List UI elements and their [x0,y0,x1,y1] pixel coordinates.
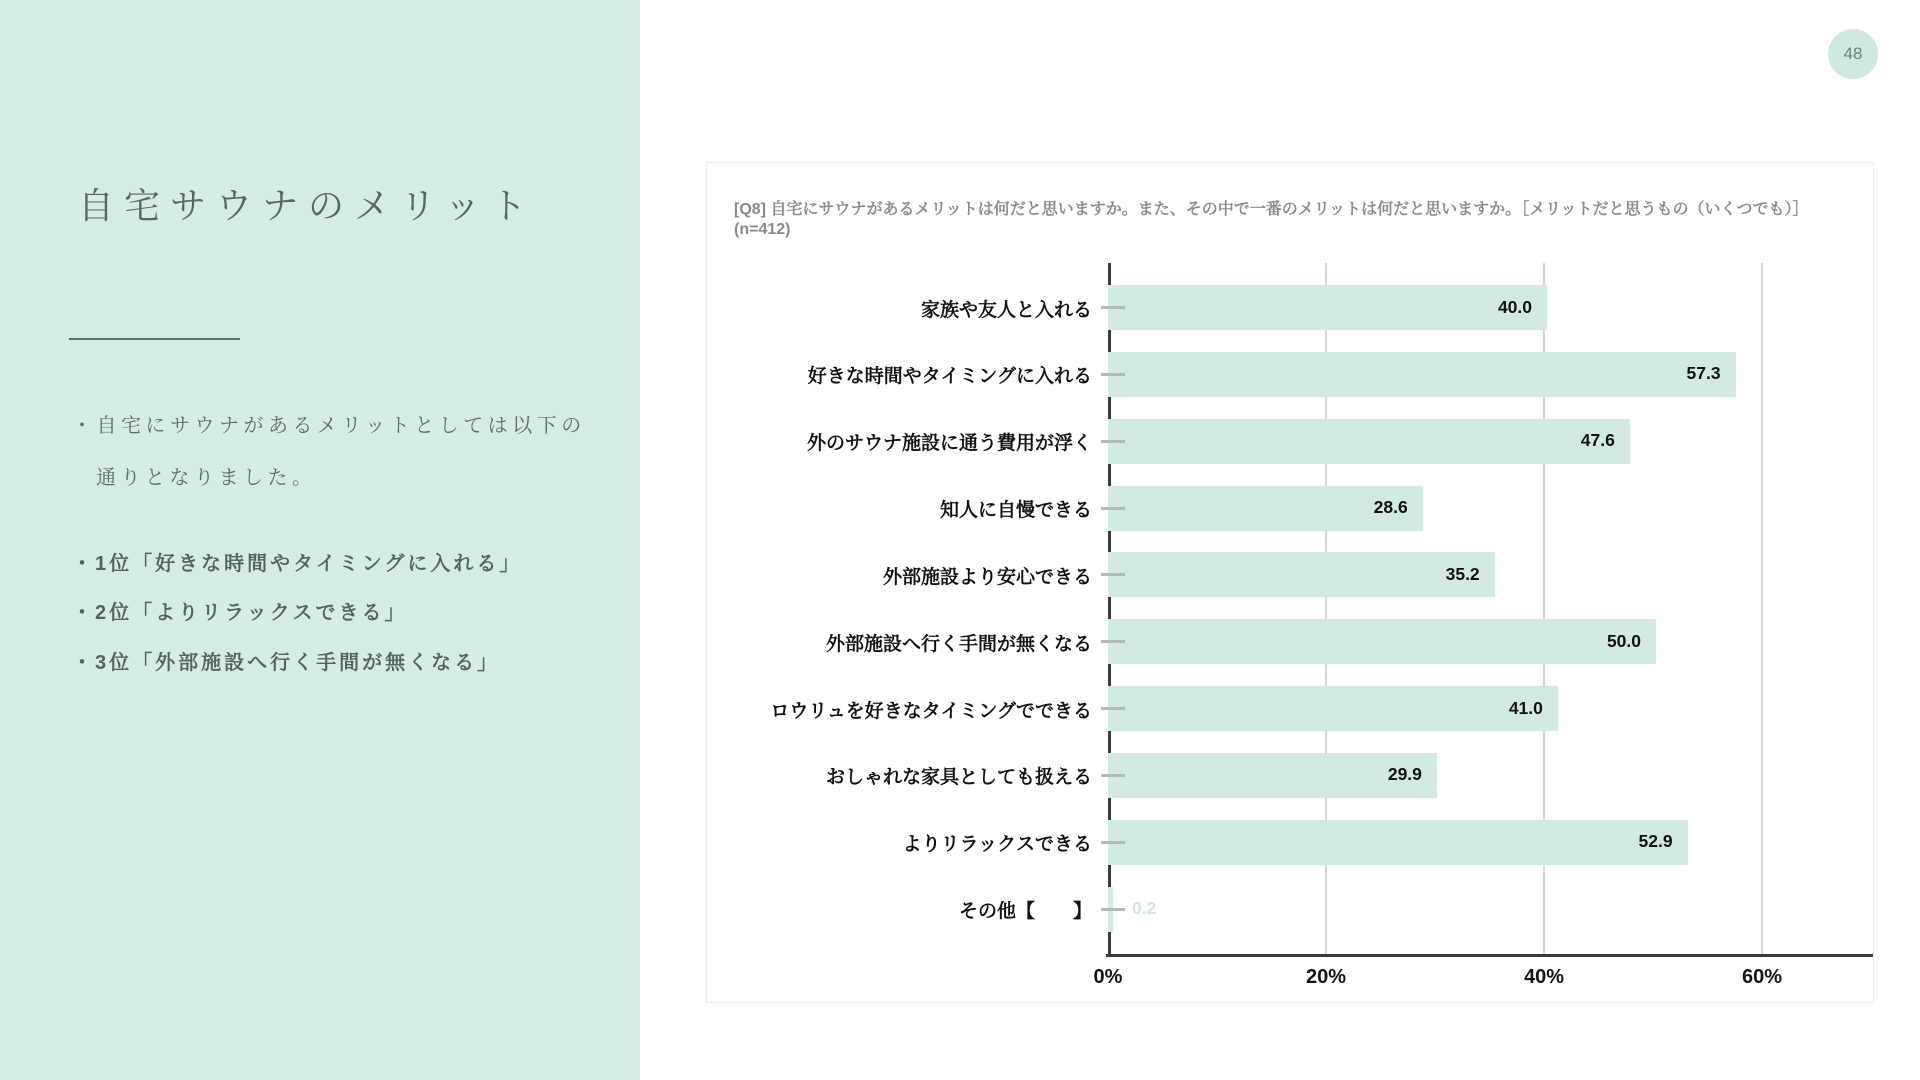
bar-value-label: 35.2 [1445,563,1480,584]
x-tick-label-40%: 40% [1523,966,1565,988]
page-number-badge [1828,29,1878,79]
title-divider [69,338,240,340]
bar-chart-plot [707,163,1873,1002]
gridline-60% [1761,263,1763,954]
bar-category-label: 外部施設へ行く手間が無くなる [825,633,1092,655]
bar-category-label: よりリラックスできる [902,834,1092,856]
bar-value-label: 50.0 [1606,630,1641,651]
bar-value-label: 28.6 [1373,497,1408,518]
bar-value-label: 57.3 [1686,363,1721,384]
bar-category-label: 外部施設より安心できる [882,566,1092,588]
rank-item-2: ・2位「よりリラックスできる」 [72,602,408,624]
chart-card [706,162,1874,1003]
chart-question-line1: [Q8] 自宅にサウナがあるメリットは何だと思いますか。また、その中で一番のメリットは何だと思いますか。［メリットだと思うもの（いくつでも）］ [734,201,1809,218]
bar-category-label: ロウリュを好きなタイミングでできる [770,700,1092,722]
bar-category-label: 家族や友人と入れる [920,299,1092,321]
bar-category-label: 知人に自慢できる [939,500,1092,522]
x-tick-label-60%: 60% [1741,966,1783,988]
page-number: 48 [1843,44,1863,63]
bar-value-label: 0.2 [1132,898,1157,919]
x-tick-label-20%: 20% [1305,966,1347,988]
bar-value-label: 40.0 [1497,296,1532,317]
bar-category-label: その他【 】 [958,901,1092,923]
sidebar-panel [0,0,640,1080]
bar-category-label: おしゃれな家具としても扱える [825,767,1092,789]
bar-value-label: 41.0 [1508,697,1543,718]
x-axis-line [1106,954,1873,957]
leader-dash [1101,908,1125,911]
rank-item-3: ・3位「外部施設へ行く手間が無くなる」 [72,652,501,674]
lead-paragraph: ・自宅にサウナがあるメリットとしては以下の通りとなりました。 [72,415,586,489]
rank-item-1: ・1位「好きな時間やタイミングに入れる」 [72,553,523,575]
bar-value-label: 52.9 [1638,831,1673,852]
bar-category-label: 外のサウナ施設に通う費用が浮く [806,433,1092,455]
bar-value-label: 29.9 [1387,764,1422,785]
x-tick-label-0%: 0% [1093,966,1123,988]
bar-category-label: 好きな時間やタイミングに入れる [807,366,1092,388]
slide-title: 自宅サウナのメリット [78,185,537,226]
chart-question-line2: (n=412) [734,221,791,238]
bar-value-label: 47.6 [1580,430,1615,451]
